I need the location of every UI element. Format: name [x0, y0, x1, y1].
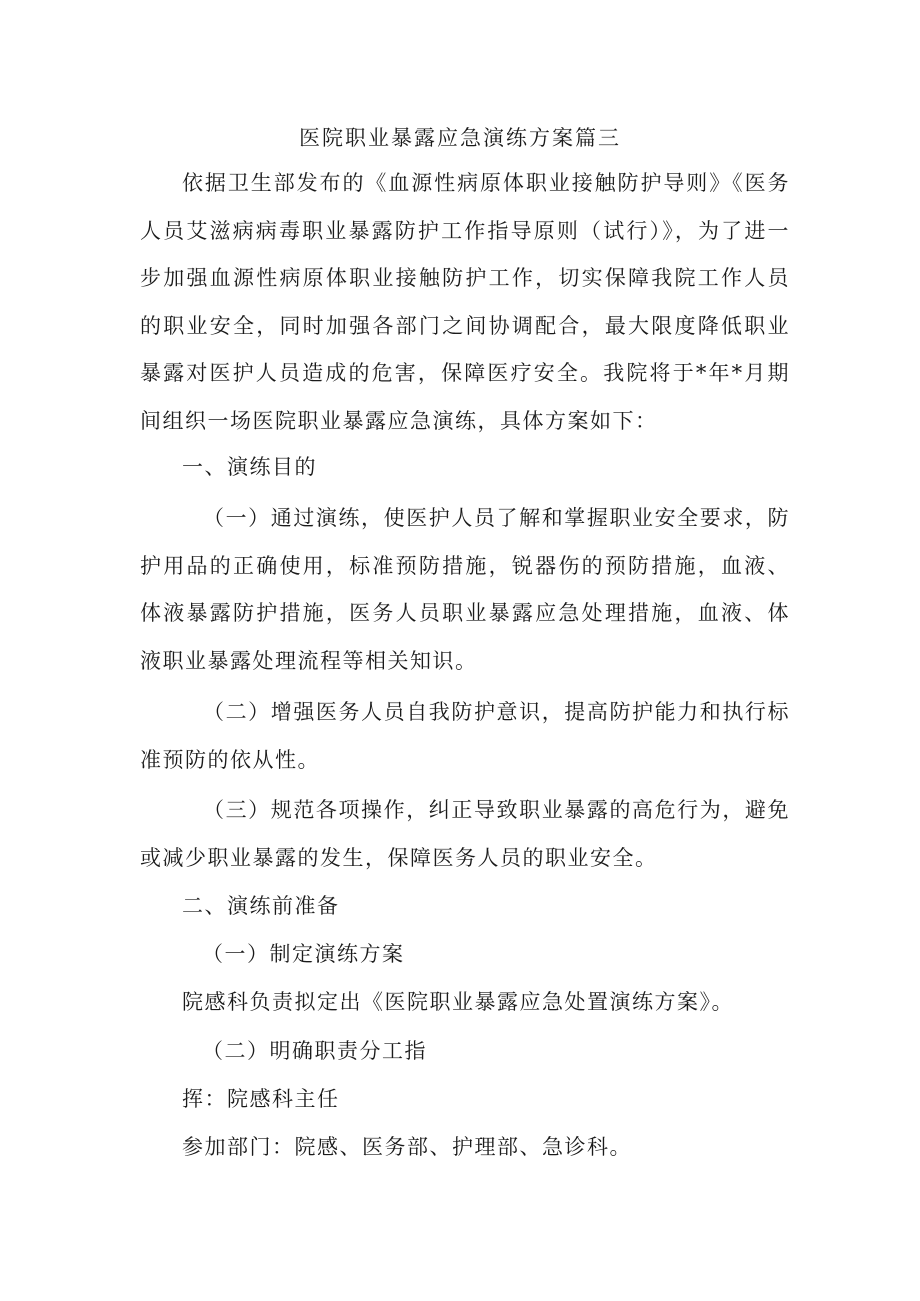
- duties-departments: 参加部门：院感、医务部、护理部、急诊科。: [182, 1135, 632, 1159]
- intro-paragraph: 依据卫生部发布的《血源性病原体职业接触防护导则》《医务人员艾滋病病毒职业暴露防护工作指导原则（试行）》，为了进一步加强血源性病原体职业接触防护工作，切实保障我院工作人员的职业安全，同时加强各部门之间协调配合，最大限度降低职业暴露对医护人员造成的危害，保障医疗安全。我院将于*年*月期间组织一场医院职业暴露应急演练，具体方案如下：: [140, 171, 790, 433]
- subheading-plan: （一）制定演练方案: [202, 942, 405, 966]
- plan-text: 院感科负责拟定出《医院职业暴露应急处置演练方案》。: [182, 990, 734, 1014]
- duties-commander: 挥：院感科主任: [182, 1087, 340, 1111]
- section-heading-purpose: 一、演练目的: [182, 455, 317, 479]
- document-title: 医院职业暴露应急演练方案篇三: [299, 126, 621, 150]
- purpose-item-1: （一）通过演练，使医护人员了解和掌握职业安全要求，防护用品的正确使用，标准预防措施，锐器伤的预防措施，血液、体液暴露防护措施，医务人员职业暴露应急处理措施，血液、体液职业暴露处理流程等相关知识。: [140, 506, 790, 673]
- purpose-item-2: （二）增强医务人员自我防护意识，提高防护能力和执行标准预防的依从性。: [140, 700, 790, 772]
- purpose-item-3: （三）规范各项操作，纠正导致职业暴露的高危行为，避免或减少职业暴露的发生，保障医务人员的职业安全。: [140, 798, 790, 870]
- subheading-duties: （二）明确职责分工指: [202, 1039, 427, 1063]
- section-heading-preparation: 二、演练前准备: [182, 894, 340, 918]
